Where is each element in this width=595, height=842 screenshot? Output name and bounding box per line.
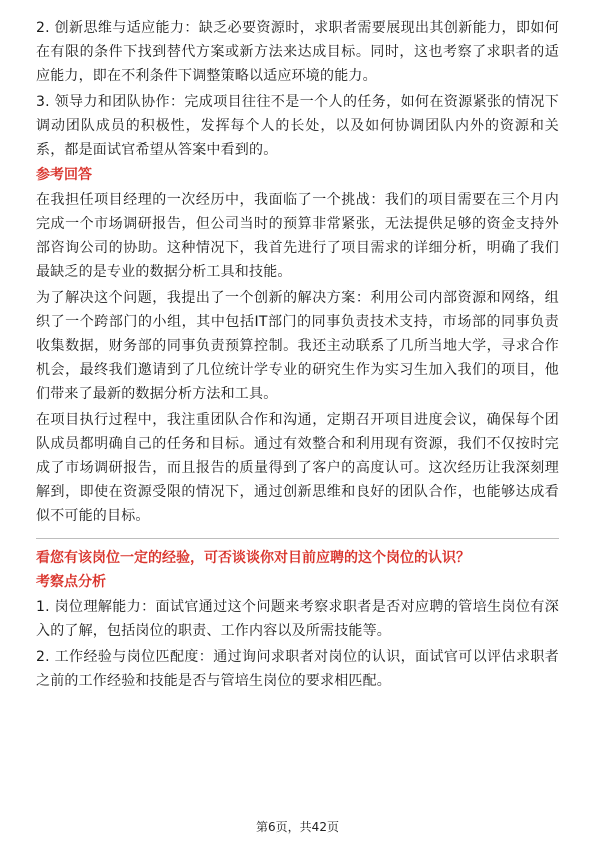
assessment-item-2: 2. 创新思维与适应能力：缺乏必要资源时，求职者需要展现出其创新能力，即如何在有限的条件下找到替代方案或新方法来达成目标。同时，这也考察了求职者的适应能力，即在不利条件下调整策略以适应环境的能力。 — [36, 20, 559, 84]
analysis-heading: 考察点分析 — [36, 574, 106, 590]
section-divider — [36, 538, 559, 539]
answer-paragraph: 为了解决这个问题，我提出了一个创新的解决方案：利用公司内部资源和网络，组织了一个跨部门的小组，其中包括IT部门的同事负责技术支持，市场部的同事负责收集数据，财务部的同事负责预算控制。我还主动联系了几所当地大学，寻求合作机会，最终我们邀请到了几位统计学专业的研究生作为实习生加入我们的项目，他们带来了最新的数据分析方法和工具。 — [36, 290, 559, 402]
page-content — [36, 16, 559, 695]
answer-paragraph: 在项目执行过程中，我注重团队合作和沟通，定期召开项目进度会议，确保每个团队成员都明确自己的任务和目标。通过有效整合和利用现有资源，我们不仅按时完成了市场调研报告，而且报告的质量得到了客户的高度认可。这次经历让我深刻理解到，即使在资源受限的情况下，通过创新思维和良好的团队合作，也能够达成看似不可能的目标。 — [36, 412, 559, 524]
reference-answer-heading: 参考回答 — [36, 167, 92, 183]
analysis-item-1: 1. 岗位理解能力：面试官通过这个问题来考察求职者是否对应聘的管培生岗位有深入的了解，包括岗位的职责、工作内容以及所需技能等。 — [36, 599, 559, 639]
page-number: 第6页，共42页 — [256, 820, 339, 834]
assessment-item-3: 3. 领导力和团队协作：完成项目往往不是一个人的任务，如何在资源紧张的情况下调动团队成员的积极性，发挥每个人的长处，以及如何协调团队内外的资源和关系，都是面试官希望从答案中看到的。 — [36, 94, 559, 158]
interview-question: 看您有该岗位一定的经验，可否谈谈你对目前应聘的这个岗位的认识？ — [36, 550, 470, 566]
answer-paragraph: 在我担任项目经理的一次经历中，我面临了一个挑战：我们的项目需要在三个月内完成一个市场调研报告，但公司当时的预算非常紧张，无法提供足够的资金支持外部咨询公司的协助。这种情况下，我首先进行了项目需求的详细分析，明确了我们最缺乏的是专业的数据分析工具和技能。 — [36, 192, 559, 280]
analysis-item-2: 2. 工作经验与岗位匹配度：通过询问求职者对岗位的认识，面试官可以评估求职者之前的工作经验和技能是否与管培生岗位的要求相匹配。 — [36, 649, 559, 689]
